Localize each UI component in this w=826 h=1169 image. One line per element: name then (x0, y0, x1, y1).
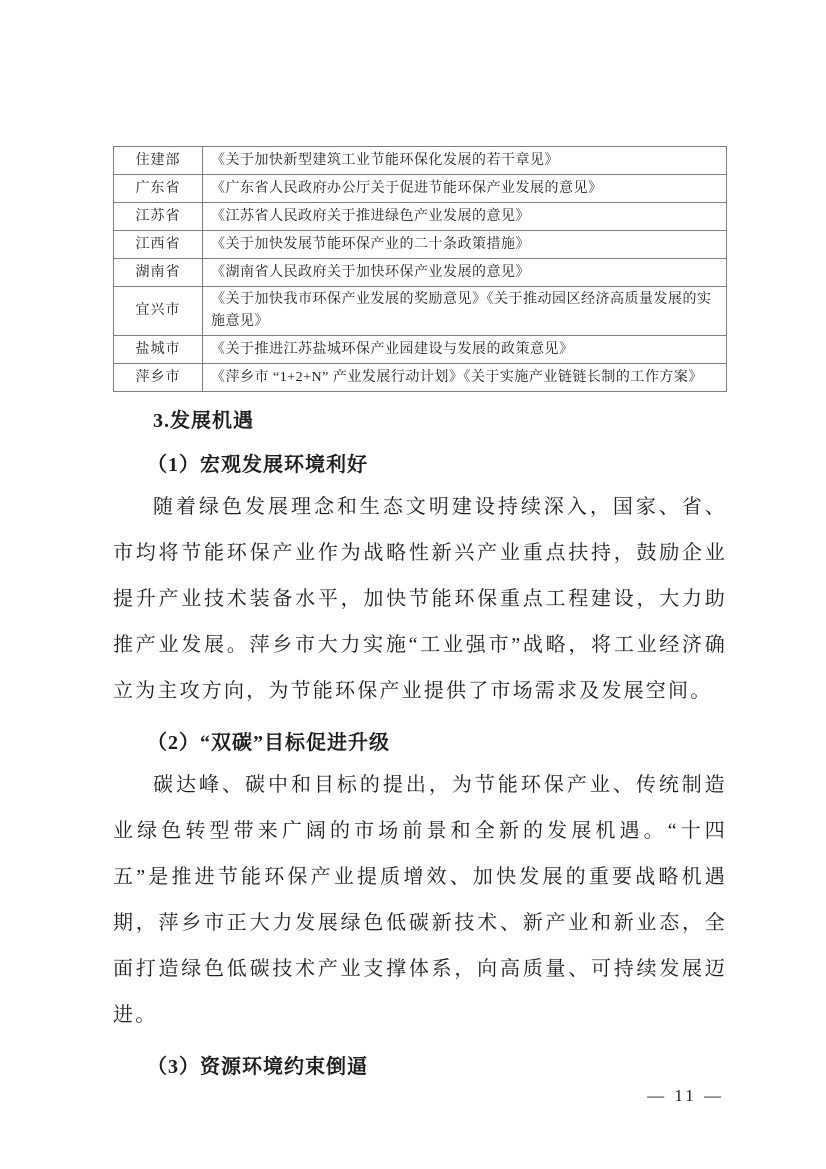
table-row (114, 287, 727, 336)
doc-cell: 《湖南省人民政府关于加快环保产业发展的意见》 (203, 259, 727, 287)
table-row (114, 175, 727, 203)
subsection-1-title: （1）宏观发展环境利好 (147, 454, 368, 476)
org-cell: 江苏省 (114, 203, 203, 231)
org-cell: 宜兴市 (114, 287, 203, 336)
doc-cell: 《萍乡市 “1+2+N” 产业发展行动计划》《关于实施产业链链长制的工作方案》 (203, 364, 727, 392)
subsection-2-title: （2）“双碳”目标促进升级 (147, 732, 390, 754)
org-cell: 盐城市 (114, 336, 203, 364)
doc-cell: 《关于加快我市环保产业发展的奖励意见》《关于推动园区经济高质量发展的实施意见》 (203, 287, 727, 336)
doc-cell: 《江苏省人民政府关于推进绿色产业发展的意见》 (203, 203, 727, 231)
doc-cell: 《关于推进江苏盐城环保产业园建设与发展的政策意见》 (203, 336, 727, 364)
policy-table (113, 146, 727, 392)
doc-cell: 《关于加快发展节能环保产业的二十条政策措施》 (203, 231, 727, 259)
org-cell: 住建部 (114, 147, 203, 175)
table-row (114, 336, 727, 364)
table-row (114, 147, 727, 175)
doc-cell: 《广东省人民政府办公厅关于促进节能环保产业发展的意见》 (203, 175, 727, 203)
paragraph-2: 碳达峰、碳中和目标的提出，为节能环保产业、传统制造业绿色转型带来广阔的市场前景和全新的发展机遇。“十四五”是推进节能环保产业提质增效、加快发展的重要战略机遇期，萍乡市正大力发展绿色低碳新技术、新产业和新业态，全面打造绿色低碳技术产业支撑体系，向高质量、可持续发展迈进。 (113, 774, 727, 1026)
table-row (114, 364, 727, 392)
table-row (114, 231, 727, 259)
page-number: — 11 — (647, 1086, 724, 1105)
org-cell: 江西省 (114, 231, 203, 259)
section-heading: 3.发展机遇 (153, 410, 254, 432)
subsection-3-title: （3）资源环境约束倒逼 (147, 1056, 368, 1078)
table-row (114, 259, 727, 287)
table-row (114, 203, 727, 231)
org-cell: 萍乡市 (114, 364, 203, 392)
org-cell: 湖南省 (114, 259, 203, 287)
doc-cell: 《关于加快新型建筑工业节能环保化发展的若干章见》 (203, 147, 727, 175)
org-cell: 广东省 (114, 175, 203, 203)
paragraph-1: 随着绿色发展理念和生态文明建设持续深入，国家、省、市均将节能环保产业作为战略性新兴产业重点扶持，鼓励企业提升产业技术装备水平，加快节能环保重点工程建设，大力助推产业发展。萍乡市大力实施“工业强市”战略，将工业经济确立为主攻方向，为节能环保产业提供了市场需求及发展空间。 (113, 496, 727, 702)
